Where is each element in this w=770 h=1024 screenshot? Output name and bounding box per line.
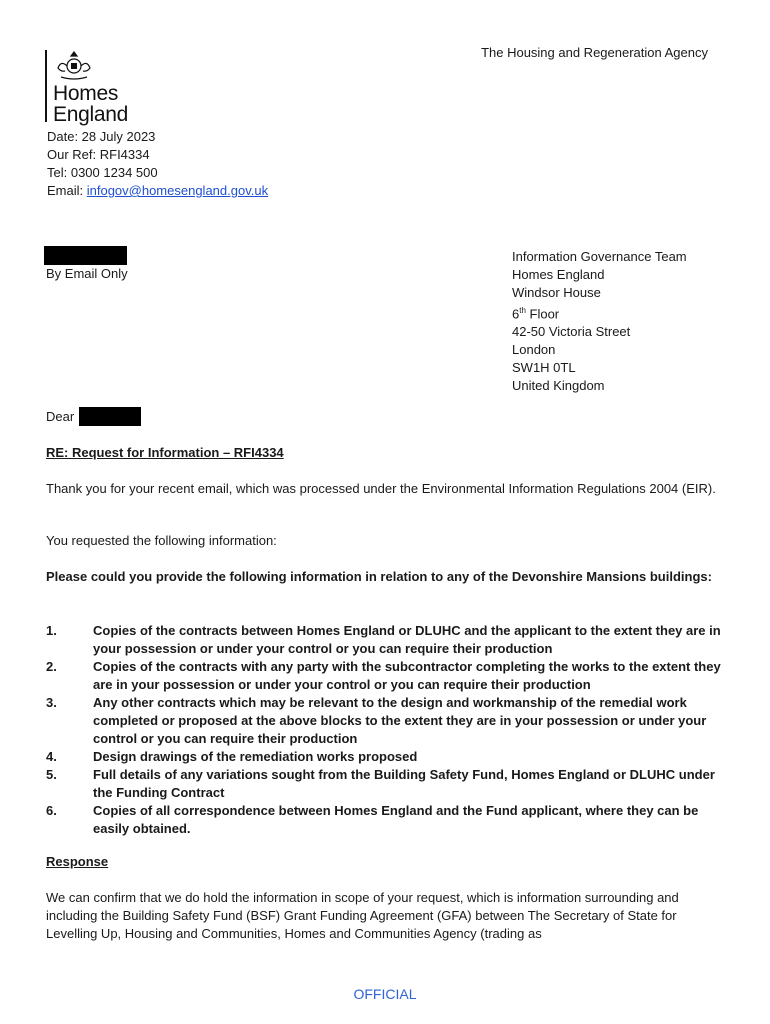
item-number: 4.	[46, 749, 57, 764]
logo-line-1: Homes	[53, 82, 119, 105]
response-heading: Response	[46, 854, 109, 869]
logo-line-2: England	[53, 103, 128, 126]
redacted-salutation-name	[79, 407, 141, 426]
classification-footer: OFFICIAL	[353, 986, 417, 1002]
address-floor	[512, 302, 687, 323]
logo-wordmark	[53, 83, 128, 125]
list-item	[46, 766, 736, 802]
request-lead: You requested the following information:	[46, 533, 277, 548]
list-item	[46, 658, 736, 694]
floor-number: 6	[512, 306, 520, 322]
letter-ref: Our Ref: RFI4334	[47, 147, 150, 162]
address-line: Windsor House	[512, 285, 601, 300]
item-text: Copies of all correspondence between Homes England and the Fund applicant, where they can be easily obtained.	[93, 803, 699, 836]
redacted-recipient-name	[44, 246, 127, 265]
floor-word: Floor	[525, 306, 560, 322]
letter-meta	[47, 128, 268, 200]
letter-tel: Tel: 0300 1234 500	[47, 165, 158, 180]
response-paragraph: We can confirm that we do hold the information in scope of your request, which is information surrounding and including the Building Safety Fund (BSF) Grant Funding Agreement (GFA) between The Secretary of State for Levelling Up, Housing and Communities, Homes and Communities Agency (trading as	[46, 890, 679, 941]
item-number: 2.	[46, 659, 57, 674]
list-item	[46, 748, 736, 766]
address-line: Information Governance Team	[512, 249, 687, 264]
email-label: Email:	[47, 183, 87, 198]
request-list	[46, 622, 736, 838]
intro-paragraph: Thank you for your recent email, which was processed under the Environmental Information Regulations 2004 (EIR).	[46, 481, 716, 496]
floor-suffix: th	[519, 306, 526, 315]
request-intro: Please could you provide the following information in relation to any of the Devonshire Mansions buildings:	[46, 569, 712, 584]
address-line: United Kingdom	[512, 378, 605, 394]
address-line: SW1H 0TL	[512, 360, 576, 376]
email-link[interactable]: infogov@homesengland.gov.uk	[86, 183, 269, 198]
item-number: 6.	[46, 803, 57, 818]
logo-divider	[45, 50, 47, 122]
item-text: Copies of the contracts between Homes England or DLUHC and the applicant to the extent they are in your possession or under your control or you can require their production	[93, 623, 721, 656]
address-line: 42-50 Victoria Street	[512, 324, 631, 340]
address-line: Homes England	[512, 267, 605, 282]
by-email-only: By Email Only	[46, 266, 128, 281]
item-text: Copies of the contracts with any party with the subcontractor completing the works to the extent they are in your possession or under your control or you can require their production	[93, 659, 721, 692]
item-number: 1.	[46, 623, 57, 638]
sender-address	[512, 248, 687, 395]
address-line: London	[512, 342, 556, 358]
item-text: Full details of any variations sought from the Building Safety Fund, Homes England or DLUHC under the Funding Contract	[93, 767, 715, 800]
list-item	[46, 694, 736, 748]
letter-email	[47, 182, 268, 200]
item-number: 3.	[46, 695, 57, 710]
royal-crest-icon	[55, 50, 93, 80]
list-item	[46, 622, 736, 658]
letter-date: Date: 28 July 2023	[47, 129, 156, 144]
salutation: Dear	[46, 409, 75, 424]
agency-name: The Housing and Regeneration Agency	[481, 45, 708, 60]
list-item	[46, 802, 736, 838]
item-number: 5.	[46, 767, 57, 782]
item-text: Any other contracts which may be relevant to the design and workmanship of the remedial work completed or proposed at the above blocks to the extent they are in your possession or under your control or you can require their production	[93, 695, 707, 746]
subject-line: RE: Request for Information – RFI4334	[46, 445, 284, 460]
item-text: Design drawings of the remediation works proposed	[93, 749, 418, 764]
